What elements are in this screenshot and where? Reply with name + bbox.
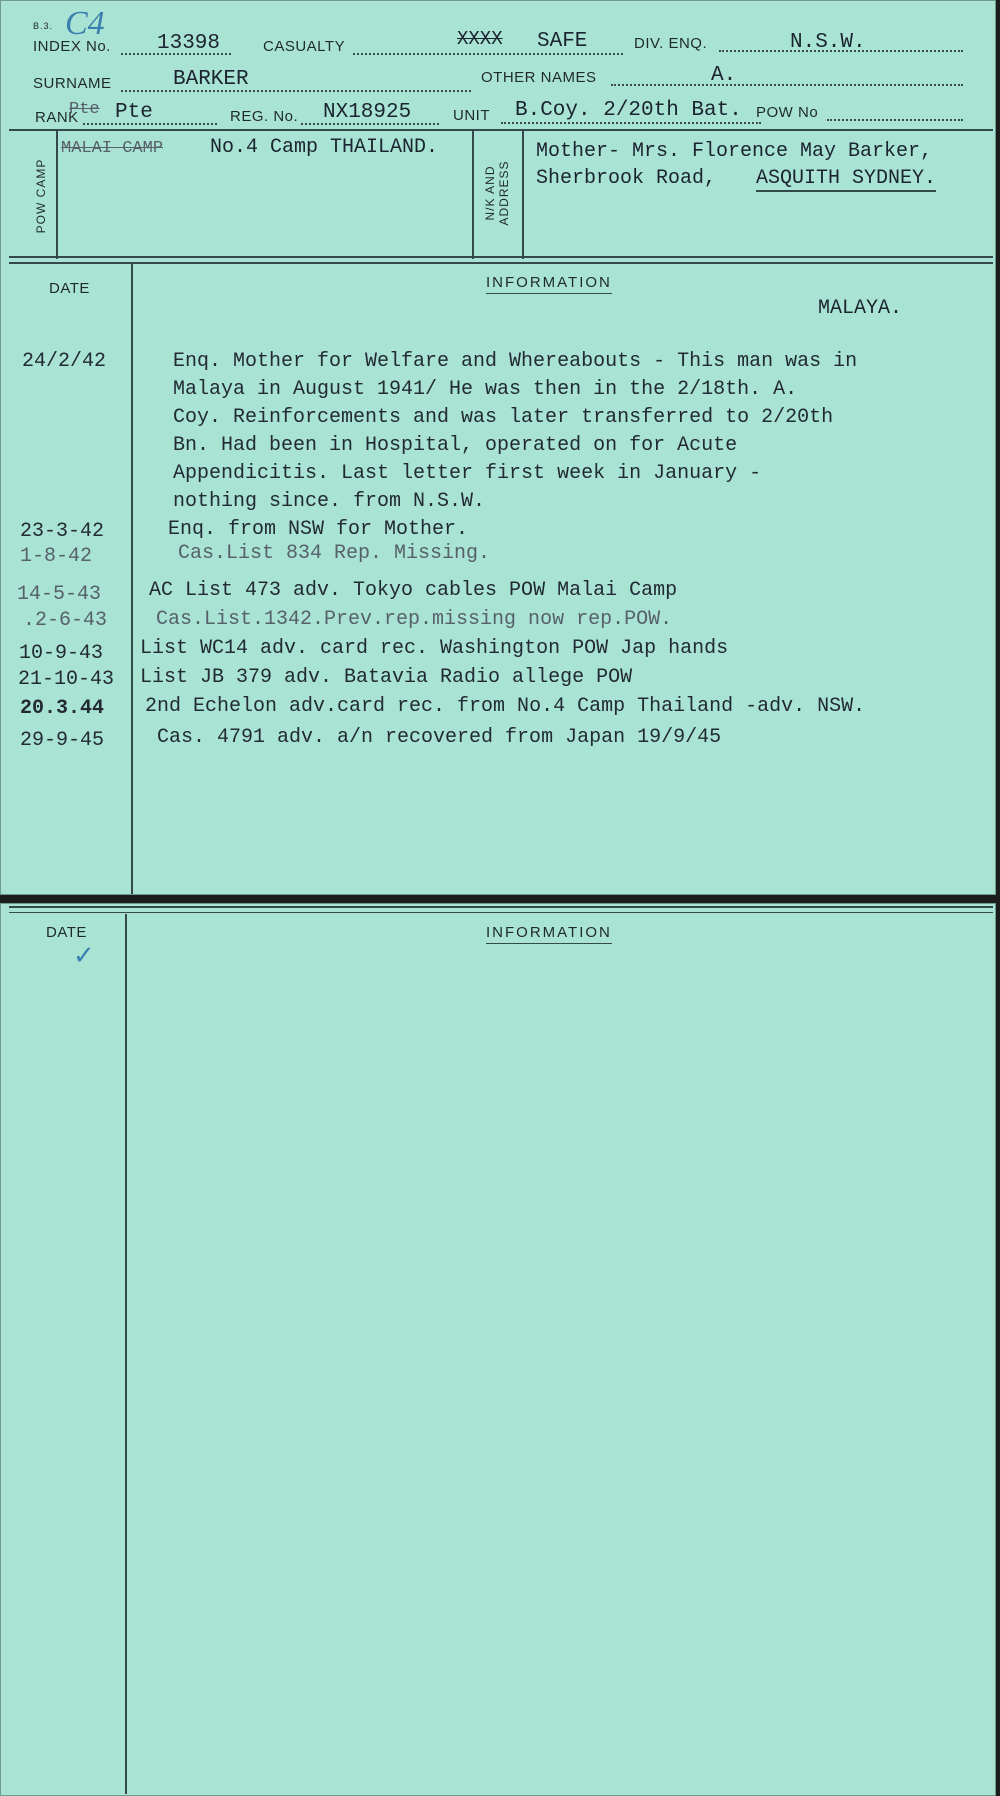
entry-date: 23-3-42 bbox=[20, 520, 105, 543]
reg-no-label: REG. No. bbox=[230, 108, 299, 125]
record-card-back bbox=[0, 903, 996, 1796]
tick-mark: ✓ bbox=[73, 940, 95, 970]
entry-date: 21-10-43 bbox=[18, 668, 115, 691]
information-heading: INFORMATION bbox=[486, 274, 612, 294]
back-information-heading: INFORMATION bbox=[486, 924, 612, 944]
entry-line: Appendicitis. Last letter first week in January - bbox=[173, 462, 762, 485]
region-label: MALAYA. bbox=[818, 297, 903, 320]
pow-camp-label: POW CAMP bbox=[34, 158, 48, 234]
nk-address-line1: Mother- Mrs. Florence May Barker, bbox=[536, 140, 933, 163]
pow-camp-struck-value: MALAI CAMP bbox=[61, 139, 164, 158]
entry-date: .2-6-43 bbox=[23, 609, 108, 632]
rank-value: Pte bbox=[115, 101, 153, 124]
div-enq-value: N.S.W. bbox=[790, 31, 866, 54]
entry-date: 14-5-43 bbox=[17, 583, 102, 606]
other-names-label: OTHER NAMES bbox=[481, 69, 597, 86]
reg-no-value: NX18925 bbox=[323, 101, 412, 124]
entry-line: Enq. Mother for Welfare and Whereabouts - This man was in bbox=[173, 350, 858, 373]
other-names-value: A. bbox=[711, 64, 737, 87]
back-date-heading: DATE bbox=[46, 924, 87, 941]
div-enq-label: DIV. ENQ. bbox=[634, 35, 708, 52]
casualty-label: CASUALTY bbox=[263, 38, 346, 55]
casualty-value: SAFE bbox=[537, 30, 588, 53]
entry-line: Bn. Had been in Hospital, operated on for Acute bbox=[173, 434, 738, 457]
entry-date: 24/2/42 bbox=[22, 350, 107, 373]
header-divider bbox=[9, 129, 993, 131]
date-heading: DATE bbox=[49, 280, 90, 297]
index-no-value: 13398 bbox=[157, 32, 221, 55]
entry-date: 10-9-43 bbox=[19, 642, 104, 665]
surname-value: BARKER bbox=[173, 68, 249, 91]
pow-camp-value: No.4 Camp THAILAND. bbox=[210, 136, 439, 159]
entry-line: List WC14 adv. card rec. Washington POW Jap hands bbox=[140, 637, 729, 660]
rank-struck-value: Pte bbox=[69, 100, 100, 119]
entry-line: AC List 473 adv. Tokyo cables POW Malai Camp bbox=[149, 579, 678, 602]
rank-label: RANK bbox=[35, 109, 79, 126]
entry-line: Cas.List 834 Rep. Missing. bbox=[178, 542, 491, 565]
pow-no-label: POW No bbox=[756, 104, 819, 121]
casualty-struck-value: XXXX bbox=[457, 28, 503, 50]
nk-address-label-line1: N/K AND bbox=[483, 165, 497, 221]
index-no-label: INDEX No. bbox=[33, 38, 111, 55]
entry-date: 20.3.44 bbox=[20, 697, 105, 720]
entry-date: 29-9-45 bbox=[20, 729, 105, 752]
handwritten-code: C4 bbox=[65, 5, 105, 42]
entry-line: Cas. 4791 adv. a/n recovered from Japan 19/9/45 bbox=[157, 726, 722, 749]
nk-address-label-line2: ADDRESS bbox=[497, 160, 511, 226]
form-code: B.3. bbox=[33, 21, 54, 31]
date-column-divider bbox=[131, 264, 133, 894]
entry-line: 2nd Echelon adv.card rec. from No.4 Camp Thailand -adv. NSW. bbox=[145, 695, 866, 718]
entry-line: Malaya in August 1941/ He was then in the 2/18th. A. bbox=[173, 378, 798, 401]
entry-line: List JB 379 adv. Batavia Radio allege POW bbox=[140, 666, 633, 689]
nk-address-line2-a: Sherbrook Road, bbox=[536, 167, 717, 190]
record-card-front bbox=[0, 0, 996, 895]
entry-date: 1-8-42 bbox=[20, 545, 93, 568]
entry-line: nothing since. from N.S.W. bbox=[173, 490, 486, 513]
entry-line: Coy. Reinforcements and was later transferred to 2/20th bbox=[173, 406, 834, 429]
unit-value: B.Coy. 2/20th Bat. bbox=[515, 99, 742, 122]
entry-line: Cas.List.1342.Prev.rep.missing now rep.POW. bbox=[156, 608, 673, 631]
nk-address-line2-b: ASQUITH SYDNEY. bbox=[756, 167, 937, 190]
unit-label: UNIT bbox=[453, 107, 490, 124]
entry-line: Enq. from NSW for Mother. bbox=[168, 518, 469, 541]
nk-address-label bbox=[483, 143, 511, 243]
surname-label: SURNAME bbox=[33, 75, 112, 92]
back-date-column-divider bbox=[125, 914, 127, 1794]
